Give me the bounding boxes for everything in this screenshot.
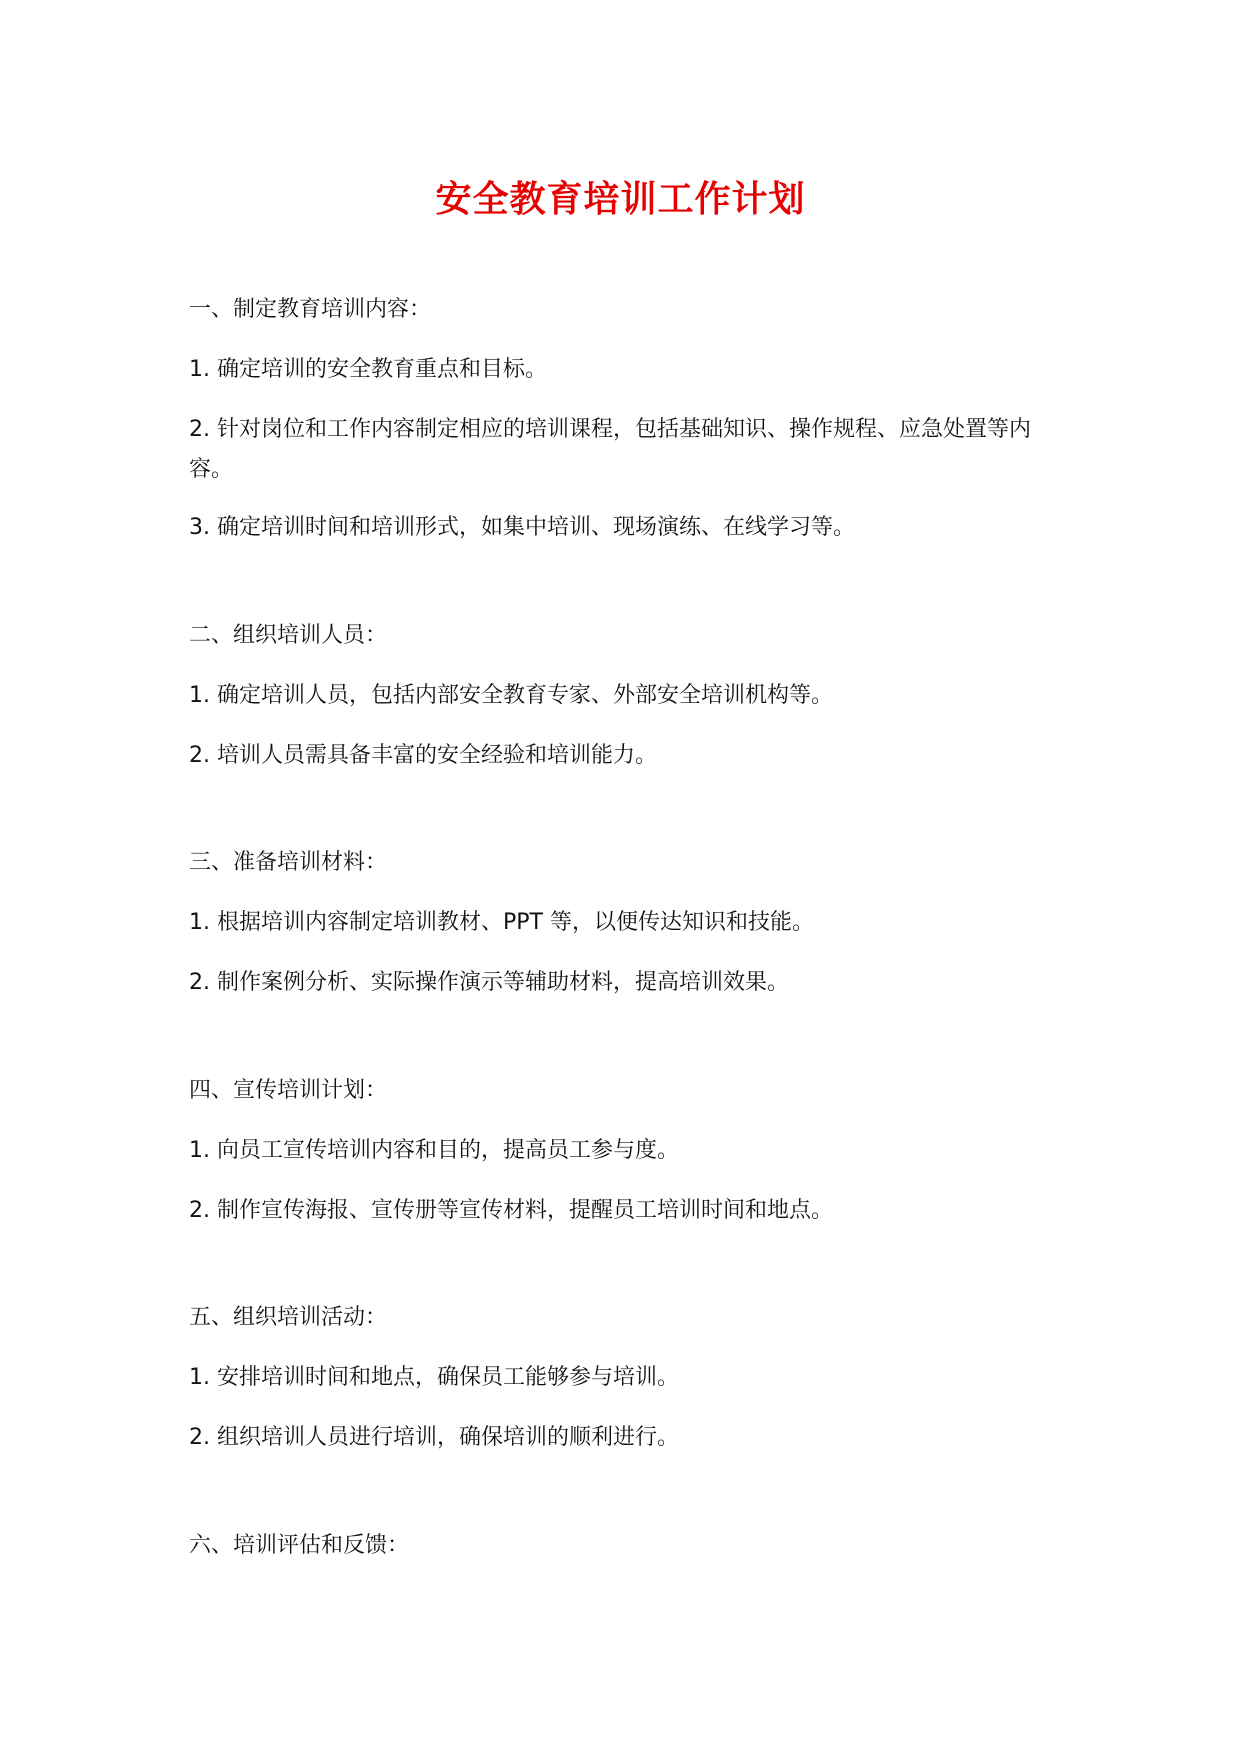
document-title: 安全教育培训工作计划 (435, 179, 806, 220)
list-item: 2. 制作案例分析、实际操作演示等辅助材料，提高培训效果。 (189, 970, 789, 995)
list-item: 1. 根据培训内容制定培训教材、PPT 等，以便传达知识和技能。 (189, 910, 814, 935)
section-heading: 六、培训评估和反馈： (189, 1533, 410, 1558)
list-item: 2. 针对岗位和工作内容制定相应的培训课程，包括基础知识、操作规程、应急处置等内容。 (189, 417, 1031, 482)
list-item: 2. 培训人员需具备丰富的安全经验和培训能力。 (189, 743, 657, 768)
section-heading: 二、组织培训人员： (189, 623, 388, 648)
list-item: 1. 确定培训人员，包括内部安全教育专家、外部安全培训机构等。 (189, 683, 833, 708)
list-item: 3. 确定培训时间和培训形式，如集中培训、现场演练、在线学习等。 (189, 515, 855, 540)
section-heading: 四、宣传培训计划： (189, 1078, 388, 1103)
list-item: 2. 制作宣传海报、宣传册等宣传材料，提醒员工培训时间和地点。 (189, 1198, 833, 1223)
list-item: 1. 安排培训时间和地点，确保员工能够参与培训。 (189, 1365, 679, 1390)
list-item: 1. 向员工宣传培训内容和目的，提高员工参与度。 (189, 1138, 679, 1163)
section-heading: 三、准备培训材料： (189, 850, 388, 875)
list-item: 1. 确定培训的安全教育重点和目标。 (189, 357, 547, 382)
section-heading: 五、组织培训活动： (189, 1305, 388, 1330)
section-heading: 一、制定教育培训内容： (189, 297, 432, 322)
list-item: 2. 组织培训人员进行培训，确保培训的顺利进行。 (189, 1425, 679, 1450)
